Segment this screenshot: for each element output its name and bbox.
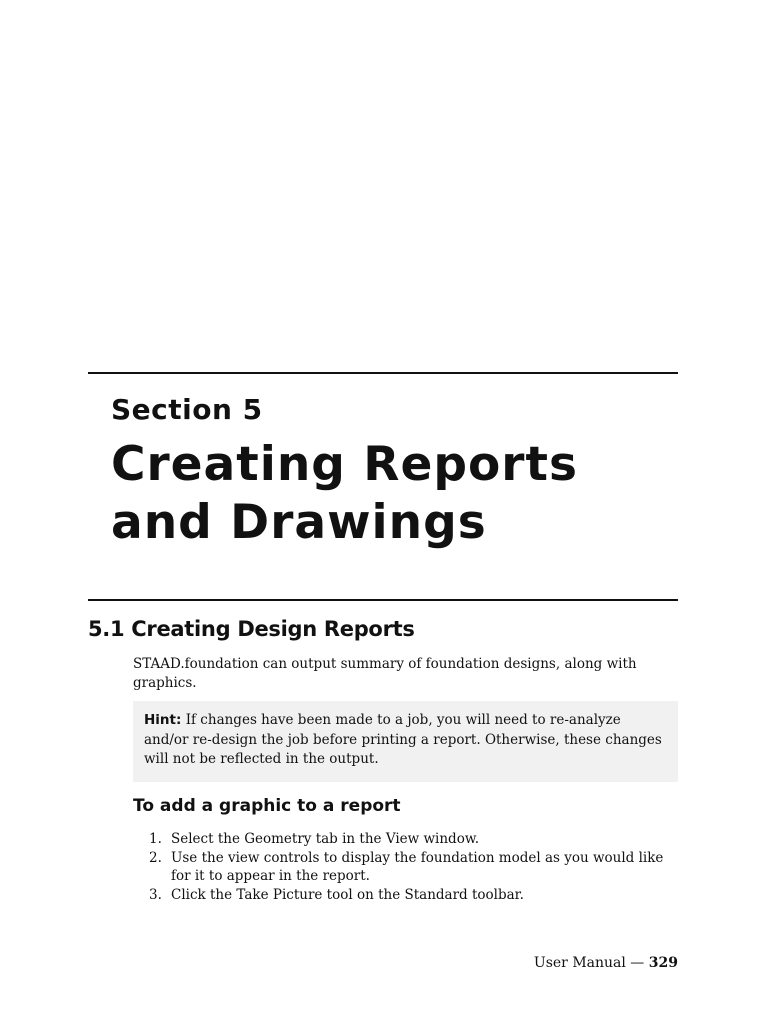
subsection-heading: 5.1 Creating Design Reports [88, 617, 415, 641]
hint-box [133, 701, 678, 782]
section-title: Creating Reports and Drawings [111, 437, 578, 550]
step-text: Select the Geometry tab in the View window. [171, 831, 480, 847]
step-number: 1. [149, 831, 162, 847]
procedure-steps [133, 830, 678, 904]
list-item [133, 830, 678, 849]
procedure-heading: To add a graphic to a report [133, 796, 401, 816]
hint-label: Hint: [144, 712, 182, 728]
section-bottom-rule [88, 599, 678, 601]
hint-text: If changes have been made to a job, you will need to re-analyze and/or re-design the job before printing a report. Otherwise, these changes will not be reflected in the output. [144, 712, 662, 767]
step-number: 3. [149, 886, 162, 903]
intro-paragraph: STAAD.foundation can output summary of foundation designs, along with graphics. [133, 656, 637, 691]
footer-label: User Manual — [533, 955, 645, 971]
step-number: 2. [149, 849, 162, 866]
section-label: Section 5 [111, 393, 263, 426]
page-number: 329 [648, 955, 678, 971]
step-text: Use the view controls to display the foundation model as you would like for it to appear in the report. [171, 849, 664, 884]
step-text: Click the Take Picture tool on the Standard toolbar. [171, 886, 524, 903]
page-footer [534, 953, 678, 973]
list-item [133, 849, 678, 886]
list-item [133, 886, 678, 905]
section-top-rule [88, 372, 678, 374]
